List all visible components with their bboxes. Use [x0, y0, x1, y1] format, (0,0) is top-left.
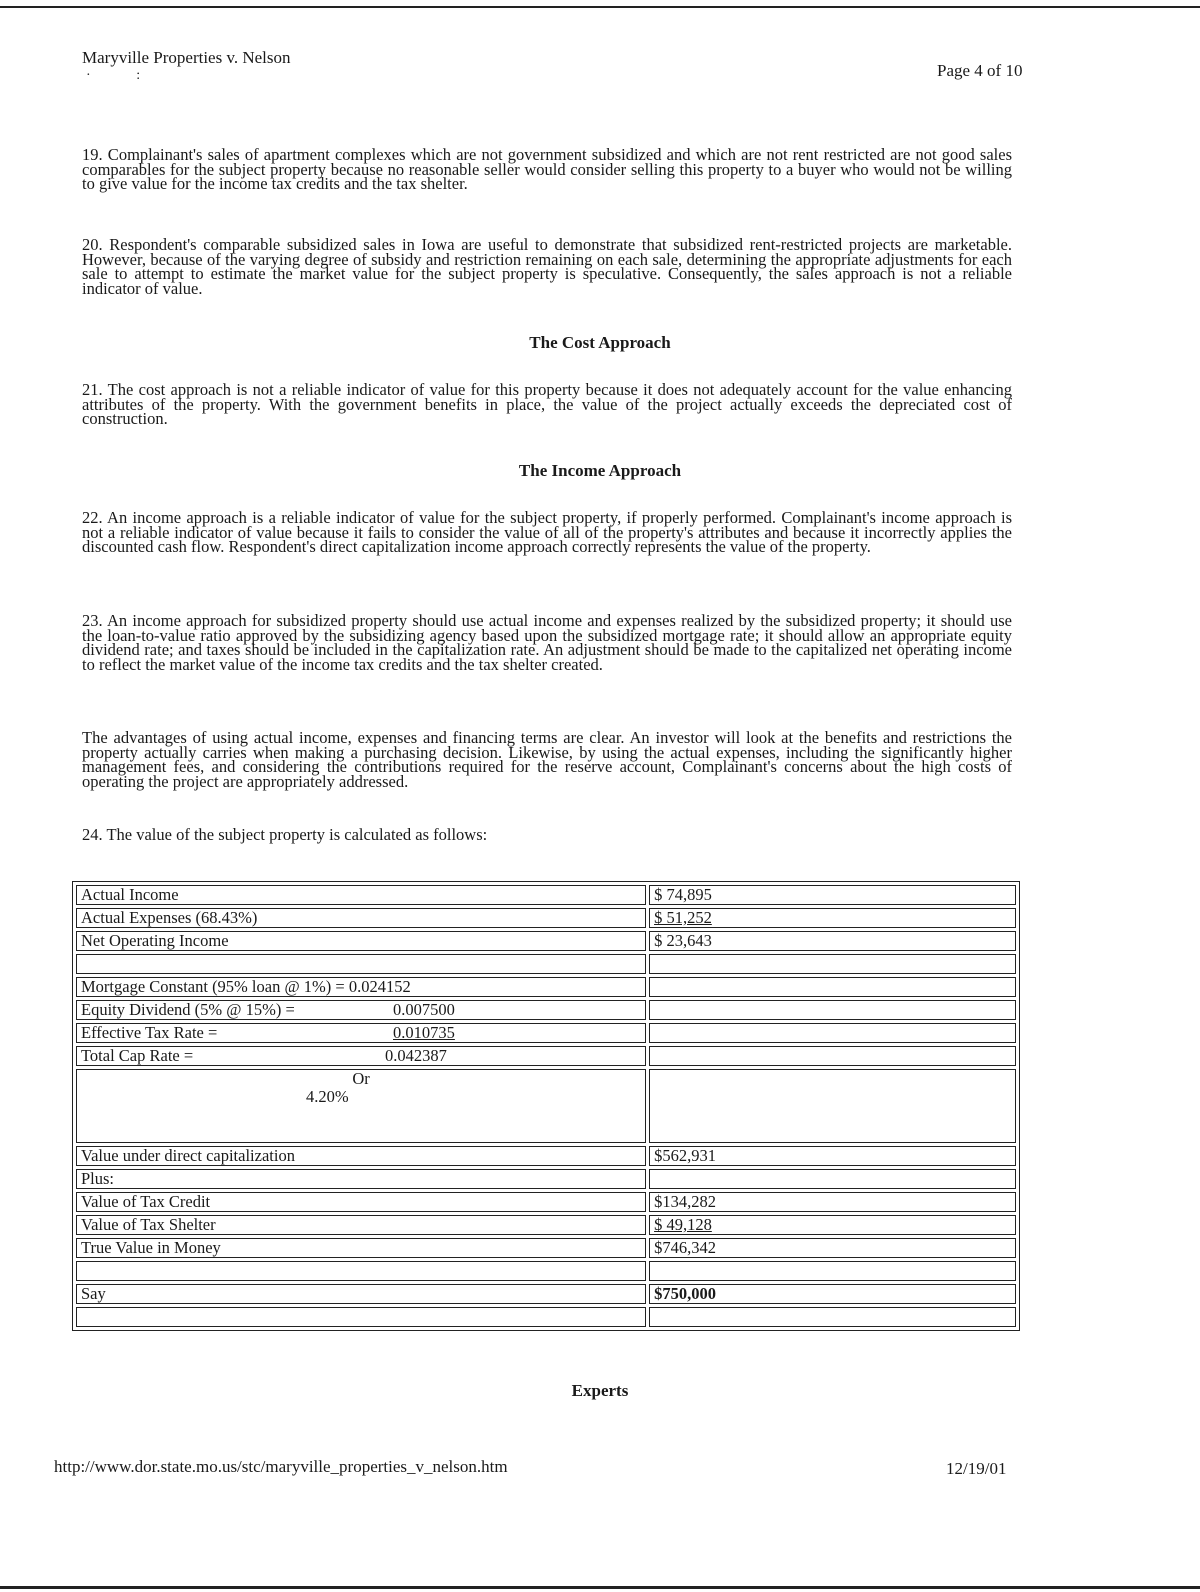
- row-value: $ 23,643: [649, 931, 1016, 951]
- empty-cell: [649, 977, 1016, 997]
- scan-specks: · :: [86, 68, 141, 83]
- row-label: Value of Tax Shelter: [76, 1215, 646, 1235]
- table-row: [76, 1146, 1016, 1166]
- heading-experts: Experts: [571, 1381, 629, 1400]
- table-row: [76, 1192, 1016, 1212]
- table-row: [76, 954, 1016, 974]
- row-label: True Value in Money: [76, 1238, 646, 1258]
- row-label: Net Operating Income: [76, 931, 646, 951]
- row-label: [76, 1046, 646, 1066]
- table-row: [76, 1307, 1016, 1327]
- table-row: [76, 1000, 1016, 1020]
- footer-date: 12/19/01: [946, 1459, 1007, 1478]
- row-value: $750,000: [649, 1284, 1016, 1304]
- row-value: $ 51,252: [649, 908, 1016, 928]
- row-value: $562,931: [649, 1146, 1016, 1166]
- empty-cell: [649, 1046, 1016, 1066]
- empty-cell: [649, 1307, 1016, 1327]
- table-row: [76, 1215, 1016, 1235]
- case-title: Maryville Properties v. Nelson: [82, 48, 291, 67]
- table-row: [76, 1046, 1016, 1066]
- row-label: [76, 1023, 646, 1043]
- row-value: $ 74,895: [649, 885, 1016, 905]
- empty-cell: [649, 1023, 1016, 1043]
- empty-cell: [76, 1307, 646, 1327]
- page-label: Page 4 of 10: [937, 61, 1023, 80]
- paragraph-20: 20. Respondent's comparable subsidized sales in Iowa are useful to demonstrate that subsidized rent-restricted projects are marketable. However, because of the varying degree of subsidy and restriction remaining on each sale, determining the appropriate adjustments for each sale to attempt to estimate the market value for the subject property is speculative. Consequently, the sales approach is not a reliable indicator of value.: [82, 235, 1012, 298]
- paragraph-19: 19. Complainant's sales of apartment complexes which are not government subsidized and which are not rent restricted are not good sales comparables for the subject property because no reasonable seller would consider selling this property to a buyer who would not be willing to give value for the income tax credits and the tax shelter.: [82, 145, 1012, 193]
- table-row: [76, 1238, 1016, 1258]
- row-label: [76, 1000, 646, 1020]
- valuation-table: [72, 881, 1020, 1331]
- row-label: Value under direct capitalization: [76, 1146, 646, 1166]
- empty-cell: [649, 1169, 1016, 1189]
- row-value: $ 49,128: [649, 1215, 1016, 1235]
- empty-cell: [649, 1069, 1016, 1143]
- heading-income-approach: The Income Approach: [518, 461, 682, 480]
- equity-dividend-label: Equity Dividend (5% @ 15%) =: [81, 1000, 295, 1019]
- row-label: [76, 977, 646, 997]
- scan-top-rule: [0, 6, 1200, 8]
- table-row: [76, 1023, 1016, 1043]
- paragraph-22: 22. An income approach is a reliable indicator of value for the subject property, if properly performed. Complainant's income approach is not a reliable indicator of value because it fails to consider the value of all of the property's attributes and because it incorrectly applies the discounted cash flow. Respondent's direct capitalization income approach correctly represents the value of the property.: [82, 508, 1012, 556]
- row-value: $134,282: [649, 1192, 1016, 1212]
- row-label: Value of Tax Credit: [76, 1192, 646, 1212]
- row-label: Plus:: [76, 1169, 646, 1189]
- row-label: Actual Income: [76, 885, 646, 905]
- mortgage-constant-value: 0.024152: [348, 977, 411, 996]
- paragraph-advantages: The advantages of using actual income, expenses and financing terms are clear. An investor will look at the benefits and restrictions the property actually carries when making a purchasing decision. Likewise, by using the actual expenses, including the significantly higher management fees, and considering the contributions required for the reserve account, Complainant's concerns about the high costs of operating the project are appropriately addressed.: [82, 728, 1012, 791]
- empty-cell: [649, 954, 1016, 974]
- paragraph-21: 21. The cost approach is not a reliable indicator of value for this property because it does not adequately account for the value enhancing attributes of the property. With the government benefits in place, the value of the project actually exceeds the depreciated cost of construction.: [82, 380, 1012, 428]
- paragraph-23: 23. An income approach for subsidized property should use actual income and expenses realized by the subsidized property; it should use the loan-to-value ratio approved by the subsidizing agency based upon the subsidized mortgage rate; it should allow an appropriate equity dividend rate; and taxes should be included in the capitalization rate. An adjustment should be made to the capitalized net operating income to reflect the market value of the income tax credits and the tax shelter created.: [82, 611, 1012, 674]
- paragraph-24: 24. The value of the subject property is calculated as follows:: [82, 825, 488, 844]
- heading-cost-approach: The Cost Approach: [529, 333, 671, 352]
- footer-url: http://www.dor.state.mo.us/stc/maryville_properties_v_nelson.htm: [54, 1457, 508, 1476]
- row-label: Say: [76, 1284, 646, 1304]
- empty-cell: [649, 1261, 1016, 1281]
- mortgage-constant-label: Mortgage Constant (95% loan @ 1%) =: [81, 977, 349, 996]
- empty-cell: [649, 1000, 1016, 1020]
- table-row: [76, 977, 1016, 997]
- table-row: [76, 931, 1016, 951]
- table-row: [76, 1261, 1016, 1281]
- tax-rate-label: Effective Tax Rate =: [81, 1023, 218, 1042]
- table-row: [76, 1069, 1016, 1143]
- empty-cell: [76, 1261, 646, 1281]
- table-row: [76, 885, 1016, 905]
- table-row: [76, 1169, 1016, 1189]
- scan-bottom-rule: [0, 1586, 1200, 1589]
- equity-dividend-value: 0.007500: [393, 1000, 455, 1019]
- tax-rate-value: 0.010735: [393, 1023, 455, 1042]
- table-row: [76, 1284, 1016, 1304]
- cap-rate-value: 0.042387: [385, 1046, 447, 1065]
- cap-rate-percent: 4.20%: [306, 1087, 349, 1106]
- cap-rate-label: Total Cap Rate =: [81, 1046, 194, 1065]
- row-label: Actual Expenses (68.43%): [76, 908, 646, 928]
- empty-cell: [76, 954, 646, 974]
- cap-rate-percent-cell: [76, 1069, 646, 1143]
- or-text: Or: [352, 1069, 370, 1088]
- row-value: $746,342: [649, 1238, 1016, 1258]
- table-row: [76, 908, 1016, 928]
